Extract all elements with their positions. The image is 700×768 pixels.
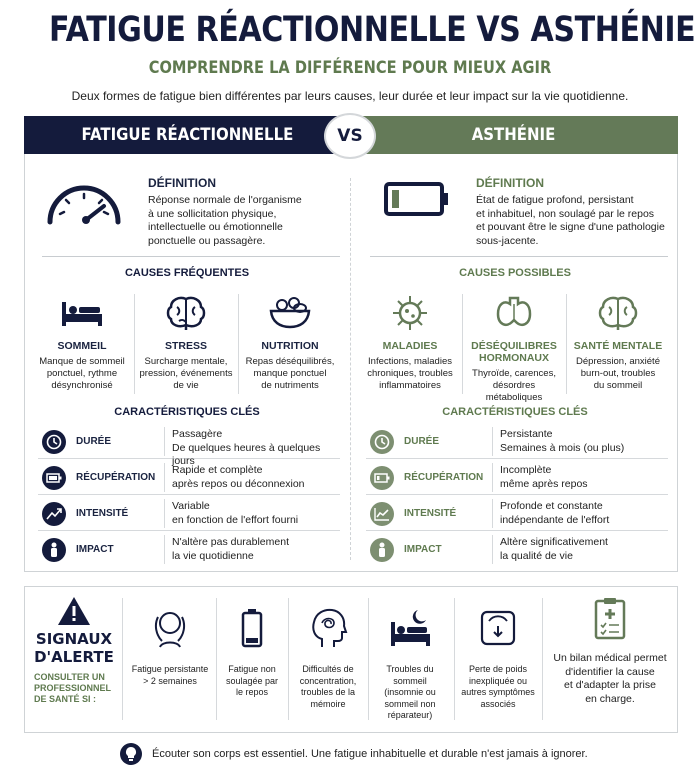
vs-badge: VS — [324, 113, 376, 159]
feature-line: Passagère — [172, 428, 223, 440]
definition-line: intellectuelle ou émotionnelle — [148, 221, 283, 233]
cause-nutrition — [240, 294, 340, 392]
feature-name: INTENSITÉ — [76, 508, 129, 519]
signal-concentration — [292, 606, 364, 710]
feature-impact — [366, 532, 668, 567]
alert-title-line: SIGNAUX — [35, 630, 113, 648]
chart-icon — [370, 502, 394, 526]
signal-line: le repos — [235, 687, 269, 697]
cause-stress — [136, 294, 236, 392]
right-heading: ASTHÉNIE — [350, 116, 678, 154]
feature-line: Profonde et constante — [500, 500, 603, 512]
definition-line: et inhabituel, non soulagé par le repos — [476, 207, 655, 220]
battery-low-icon — [370, 466, 394, 490]
definition-line: à une sollicitation physique, — [148, 207, 277, 220]
left-heading: FATIGUE RÉACTIONNELLE — [24, 116, 350, 154]
feature-divider — [164, 427, 165, 456]
scale-icon — [456, 606, 540, 650]
final-text — [548, 652, 672, 706]
cause-desc-line: chroniques, troubles — [367, 368, 453, 379]
feature-divider — [492, 535, 493, 564]
page-title: FATIGUE RÉACTIONNELLE VS ASTHÉNIE — [49, 10, 696, 50]
cause-name: MALADIES — [382, 340, 438, 352]
final-line: en charge. — [585, 692, 635, 705]
signal-divider — [288, 598, 289, 720]
bed-icon — [32, 294, 132, 332]
cause-desc-line: inflammatoires — [379, 380, 441, 391]
signal-line: Difficultés de — [302, 664, 354, 674]
signal-line: autres symptômes — [461, 687, 535, 697]
feature-line: Incomplète — [500, 464, 552, 476]
feature-line: après repos ou déconnexion — [172, 477, 305, 490]
signal-line: (insomnie ou — [384, 687, 436, 697]
signal-line: concentration, — [299, 675, 357, 686]
feature-duree — [38, 424, 340, 467]
feature-line: en fonction de l'effort fourni — [172, 513, 299, 526]
signal-line: sommeil non — [384, 698, 436, 709]
feature-value — [500, 500, 670, 527]
signal-line: inexpliquée ou — [468, 675, 528, 686]
left-definition-title: DÉFINITION — [148, 176, 216, 190]
feature-value — [500, 536, 670, 563]
cause-name — [464, 340, 564, 364]
cause-maladies — [360, 294, 460, 392]
feature-name: RÉCUPÉRATION — [76, 472, 156, 483]
cause-desc-line: Manque de sommeil — [39, 356, 125, 367]
cause-name: SANTÉ MENTALE — [573, 340, 663, 352]
footer-text: Écouter son corps est essentiel. Une fatigue inhabituelle et durable n'est jamais à ignorer. — [152, 748, 588, 760]
signal-text — [128, 664, 212, 687]
cause-desc-line: Thyroïde, carences, — [472, 368, 556, 379]
lightbulb-icon — [120, 743, 142, 765]
cause-name-line: DÉSÉQUILIBRES — [471, 340, 557, 352]
definition-line: État de fatigue profond, persistant — [476, 194, 634, 206]
feature-duree — [366, 424, 668, 459]
feature-name: INTENSITÉ — [404, 508, 457, 519]
cause-desc-line: de nutriments — [261, 380, 319, 391]
feature-line: même après repos — [500, 477, 588, 490]
head-tangle-icon — [292, 606, 364, 650]
feature-line: Rapide et complète — [172, 464, 263, 476]
clock-icon — [370, 430, 394, 454]
cause-name: NUTRITION — [261, 340, 319, 352]
battery-icon — [42, 466, 66, 490]
gauge-icon — [42, 176, 132, 226]
right-definition-title: DÉFINITION — [476, 176, 544, 190]
feature-recuperation — [38, 460, 340, 495]
signal-sommeil — [370, 606, 450, 722]
signal-line: mémoire — [310, 698, 346, 709]
final-line: Un bilan médical permet — [553, 652, 667, 664]
left-definition — [148, 176, 348, 248]
virus-icon — [360, 294, 460, 332]
column-divider — [350, 178, 351, 560]
feature-line: indépendante de l'effort — [500, 513, 610, 526]
cause-desc-line: Infections, maladies — [368, 356, 452, 367]
brain-icon — [136, 294, 236, 332]
cause-divider — [566, 294, 567, 394]
final-line: et d'adapter la prise — [564, 679, 656, 691]
head-hands-icon — [128, 606, 212, 650]
signal-non-soulagee — [220, 606, 284, 699]
alert-heading — [34, 596, 114, 705]
intro-text: Deux formes de fatigue bien différentes par leurs causes, leur durée et leur impact sur la vie quotidienne. — [71, 89, 629, 103]
feature-line: Variable — [172, 500, 210, 512]
alert-subtitle — [34, 672, 114, 705]
cause-name-line: HORMONAUX — [479, 352, 549, 364]
cause-desc-line: Surcharge mentale, — [144, 356, 228, 367]
cause-name: STRESS — [164, 340, 207, 352]
battery-low-icon — [370, 176, 460, 226]
cause-name: SOMMEIL — [57, 340, 107, 352]
signal-divider — [542, 598, 543, 720]
signal-text — [292, 664, 364, 710]
bowl-icon — [240, 294, 340, 332]
signal-divider — [368, 598, 369, 720]
feature-value — [500, 428, 670, 455]
left-causes-title: CAUSES FRÉQUENTES — [124, 267, 250, 279]
feature-divider — [492, 427, 493, 456]
definition-line: sous-jacente. — [476, 234, 539, 247]
signal-line: Fatigue non — [228, 664, 276, 674]
cause-desc-line: Dépression, anxiété — [576, 356, 660, 367]
feature-divider — [164, 535, 165, 564]
feature-name: RÉCUPÉRATION — [404, 472, 484, 483]
feature-divider — [164, 463, 165, 492]
signal-divider — [216, 598, 217, 720]
footer — [120, 742, 588, 766]
feature-divider — [164, 499, 165, 528]
cause-sommeil — [32, 294, 132, 392]
feature-impact — [38, 532, 340, 567]
definition-line: ponctuelle ou passagère. — [148, 234, 266, 247]
cause-desc-line: burn-out, troubles — [580, 368, 656, 379]
feature-value — [172, 464, 342, 491]
signal-fatigue-persistante — [128, 606, 212, 687]
right-causes-title: CAUSES POSSIBLES — [459, 267, 571, 279]
person-icon — [42, 538, 66, 562]
separator — [370, 256, 668, 257]
feature-recuperation — [366, 460, 668, 495]
feature-divider — [492, 463, 493, 492]
cause-desc-line: Repas déséquilibrés, — [245, 356, 335, 367]
feature-value — [500, 464, 670, 491]
right-features-title: CARACTÉRISTIQUES CLÉS — [442, 406, 588, 418]
signal-line: Troubles du sommeil — [386, 664, 434, 686]
brain-icon — [568, 294, 668, 332]
feature-name: DURÉE — [404, 436, 440, 447]
feature-value — [172, 500, 342, 527]
medical-checkup — [548, 596, 672, 706]
feature-line: N'altère pas durablement — [172, 536, 289, 548]
cause-desc-line: désordres métaboliques — [485, 380, 543, 403]
signal-perte-poids — [456, 606, 540, 710]
signal-line: réparateur) — [387, 710, 433, 720]
clock-icon — [42, 430, 66, 454]
cause-sante-mentale — [568, 294, 668, 392]
cause-divider — [462, 294, 463, 394]
alert-sub-line: CONSULTER UN — [34, 672, 105, 682]
cause-desc-line: pression, événements — [139, 368, 233, 379]
feature-name: DURÉE — [76, 436, 112, 447]
cause-desc-line: de vie — [173, 380, 199, 391]
feature-line: Altère significativement — [500, 536, 608, 548]
feature-intensite — [366, 496, 668, 531]
trend-icon — [42, 502, 66, 526]
feature-line: Semaines à mois (ou plus) — [500, 441, 625, 454]
cause-desc-line: du sommeil — [593, 380, 643, 391]
cause-divider — [238, 294, 239, 394]
alert-title — [34, 630, 114, 666]
right-definition — [476, 176, 676, 248]
signal-text — [220, 664, 284, 699]
signal-line: > 2 semaines — [143, 675, 197, 686]
feature-line: Persistante — [500, 428, 553, 440]
signal-line: Fatigue persistante — [131, 664, 209, 674]
person-icon — [370, 538, 394, 562]
cause-desc-line: manque ponctuel — [253, 368, 327, 379]
alert-sub-line: PROFESSIONNEL — [34, 683, 112, 693]
page-subtitle: COMPRENDRE LA DIFFÉRENCE POUR MIEUX AGIR — [148, 58, 552, 78]
cause-desequilibres — [464, 294, 564, 404]
bed-moon-icon — [370, 606, 450, 650]
feature-name: IMPACT — [404, 544, 442, 555]
cause-desc-line: désynchronisé — [51, 380, 113, 391]
signal-divider — [454, 598, 455, 720]
signal-divider — [122, 598, 123, 720]
cause-desc-line: ponctuel, rythme — [46, 368, 118, 379]
feature-name: IMPACT — [76, 544, 114, 555]
separator — [42, 256, 340, 257]
cause-divider — [134, 294, 135, 394]
feature-value — [172, 536, 342, 563]
signal-line: soulagée par — [225, 675, 279, 686]
definition-line: et pouvant être le signe d'une pathologie — [476, 221, 665, 233]
feature-divider — [492, 499, 493, 528]
alert-sub-line: DE SANTÉ SI : — [34, 694, 97, 704]
signal-line: Perte de poids — [468, 664, 528, 674]
feature-intensite — [38, 496, 340, 531]
signal-text — [456, 664, 540, 710]
feature-line: De quelques heures à quelques jours — [172, 441, 321, 467]
final-line: d'identifier la cause — [565, 665, 655, 678]
signal-line: associés — [480, 698, 516, 709]
warning-icon — [34, 596, 114, 626]
alert-title-line: D'ALERTE — [34, 648, 114, 666]
feature-line: la vie quotidienne — [172, 549, 254, 562]
clipboard-icon — [548, 596, 672, 640]
battery-low-icon — [220, 606, 284, 650]
left-features-title: CARACTÉRISTIQUES CLÉS — [114, 406, 260, 418]
thyroid-icon — [464, 294, 564, 332]
signal-text — [370, 664, 450, 722]
signal-line: troubles de la — [300, 687, 356, 697]
feature-line: la qualité de vie — [500, 549, 573, 562]
definition-line: Réponse normale de l'organisme — [148, 194, 302, 206]
